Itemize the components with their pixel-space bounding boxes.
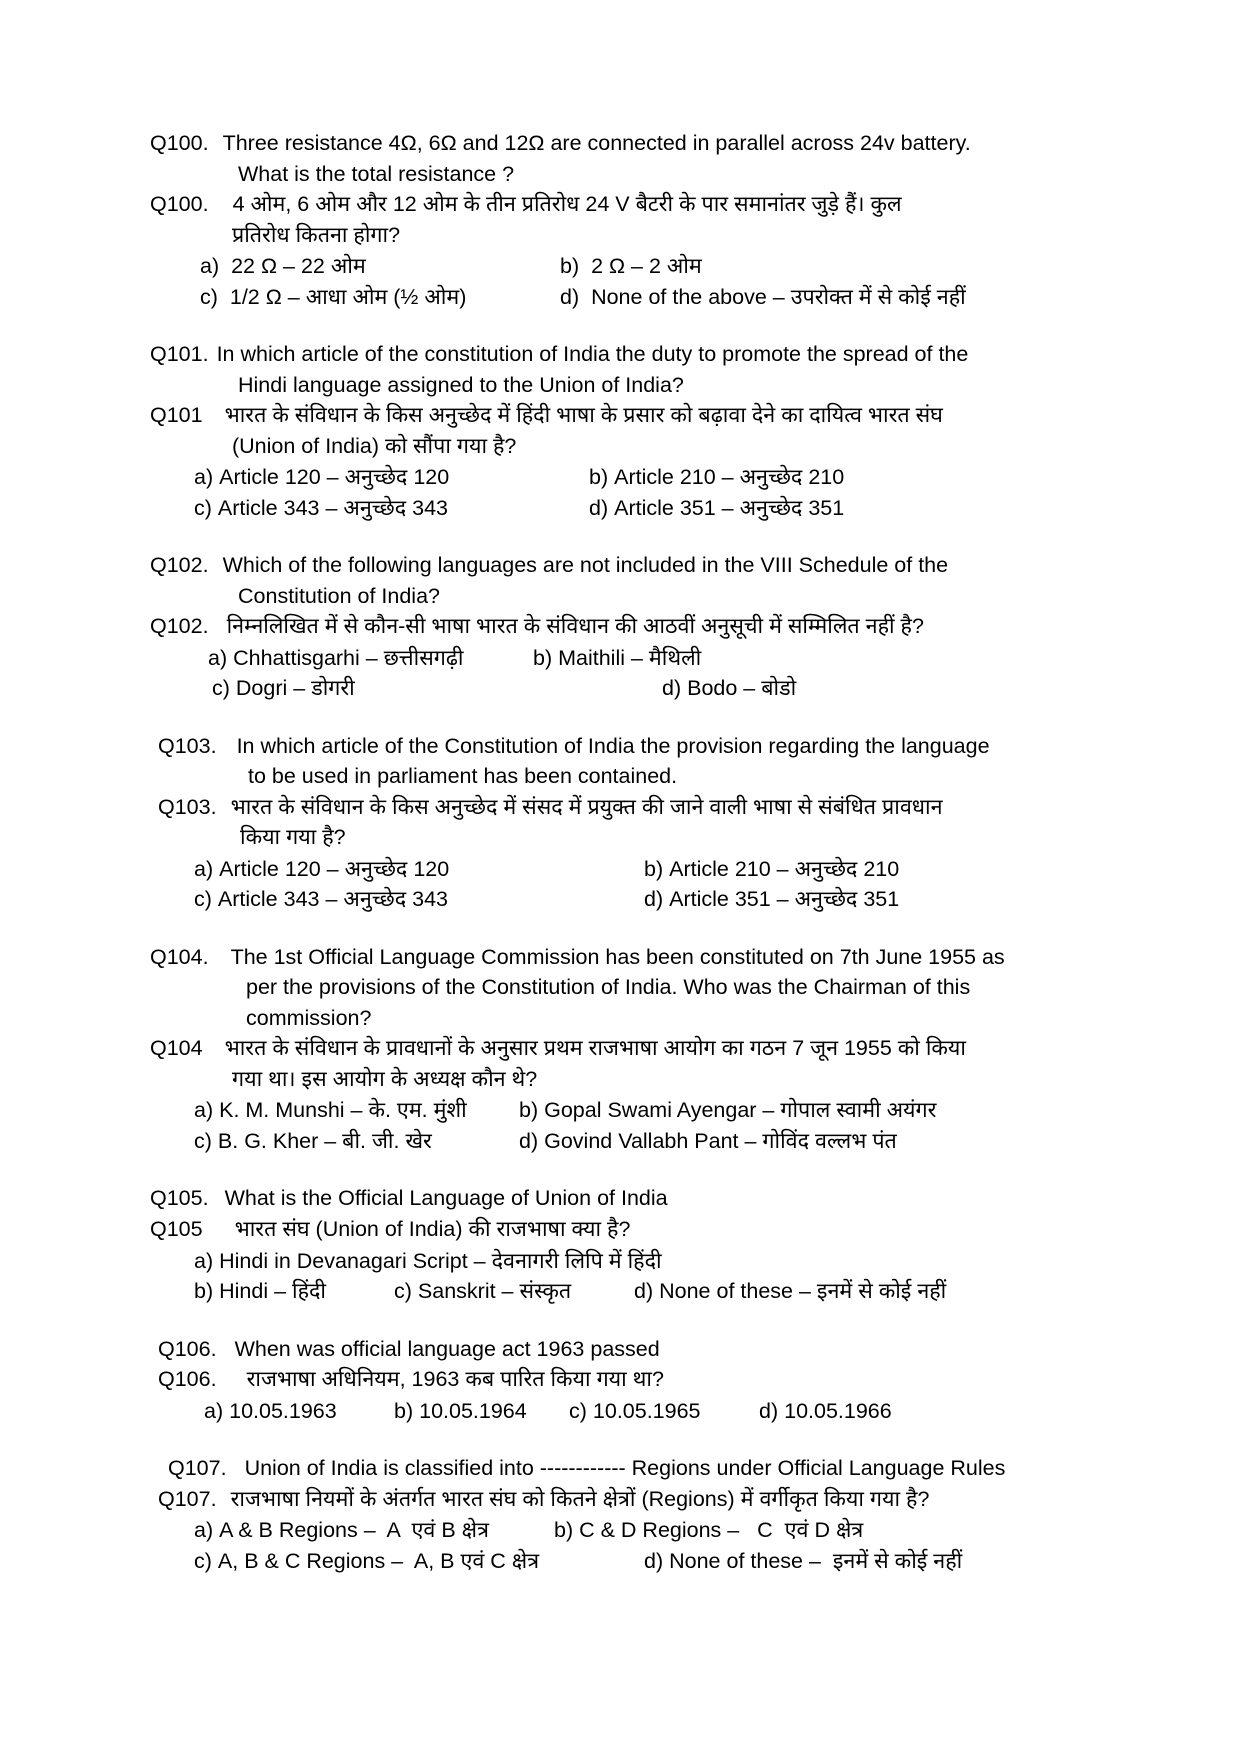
option-c[interactable] [394,1276,634,1307]
question-en-line [150,942,1092,973]
option-key: d) [589,495,609,520]
options-list [150,643,1092,704]
question-hi-line [150,400,1092,431]
option-row [150,884,1092,915]
option-b[interactable] [533,643,701,674]
question-en-line [150,128,1092,159]
option-b[interactable] [644,854,899,885]
option-text: Article 210 – अनुच्छेद 210 [614,465,845,490]
option-key: c) [212,676,230,701]
question-text-hi: भारत संघ (Union of India) की राजभाषा क्या है? [234,1216,631,1241]
option-key: a) [194,856,214,881]
option-text: 10.05.1963 [229,1398,337,1423]
question-block-q102 [150,550,1092,704]
question-hi-line [150,611,1092,642]
question-label-en: Q101. [150,342,209,367]
option-a[interactable] [150,1095,519,1126]
option-text: 10.05.1966 [784,1398,892,1423]
question-label-en: Q100. [150,131,209,155]
question-text-en: In which article of the constitution of India the duty to promote the spread of the [216,342,969,367]
option-key: a) [194,1518,214,1543]
option-text: None of these – इनमें से कोई नहीं [669,1548,963,1573]
option-text: Article 351 – अनुच्छेद 351 [669,887,900,912]
option-key: a) [194,1098,214,1123]
option-d[interactable] [560,282,966,313]
question-hi-continuation: (Union of India) को सौंपा गया है? [232,433,517,458]
option-row [150,282,1092,313]
question-text-en: Three resistance 4Ω, 6Ω and 12Ω are connected in parallel across 24v battery. [222,131,971,155]
option-text: 2 Ω – 2 ओम [591,254,702,279]
option-text: None of these – इनमें से कोई नहीं [659,1279,947,1304]
question-block-q101 [150,339,1092,523]
question-label-hi: Q105 [150,1216,203,1241]
question-en-continuation: per the provisions of the Constitution of India. Who was the Chairman of this [246,975,971,1000]
option-key: c) [194,887,212,912]
option-c[interactable] [150,282,560,313]
question-hi-line [150,1364,1092,1395]
question-text-en: In which article of the Constitution of India the provision regarding the language [236,733,990,758]
option-c[interactable] [150,493,589,524]
option-a[interactable] [150,643,533,674]
option-d[interactable] [759,1396,892,1427]
option-key: d) [634,1279,654,1304]
question-en-line [150,1334,1092,1365]
option-text: Article 120 – अनुच्छेद 120 [219,856,450,881]
option-text: 10.05.1964 [419,1398,527,1423]
question-block-q105 [150,1183,1092,1306]
option-text: Hindi – हिंदी [219,1279,326,1304]
option-key: b) [533,645,553,670]
option-text: Article 351 – अनुच्छेद 351 [614,495,845,520]
question-en-line [150,1183,1092,1214]
question-text-en: Union of India is classified into ------------ Regions under Official Language Rules [244,1456,1006,1481]
option-d[interactable] [634,1276,946,1307]
option-key: a) [208,645,228,670]
option-row [150,1126,1092,1157]
question-label-en: Q103. [158,733,217,758]
question-en-continuation: Constitution of India? [238,583,440,608]
option-a[interactable] [150,854,644,885]
option-b[interactable] [150,1276,394,1307]
option-text: B. G. Kher – बी. जी. खेर [217,1128,432,1153]
question-text-hi: राजभाषा नियमों के अंतर्गत भारत संघ को कितने क्षेत्रों (Regions) में वर्गीकृत किया गया है? [230,1486,930,1511]
question-hi-line [150,792,1092,823]
option-key: b) [589,465,609,490]
option-key: d) [519,1128,539,1153]
question-text-hi: निम्नलिखित में से कौन-सी भाषा भारत के संविधान की आठवीं अनुसूची में सम्मिलित नहीं है? [226,614,924,639]
option-row [150,1546,1092,1577]
question-label-hi: Q102. [150,614,209,639]
question-hi-line [150,1033,1092,1064]
option-c[interactable] [569,1396,759,1427]
question-label-hi: Q104 [150,1036,203,1061]
option-c[interactable] [150,884,644,915]
option-a[interactable] [150,1396,394,1427]
option-text: Dogri – डोगरी [235,676,355,701]
option-key: a) [200,254,220,279]
option-text: Hindi in Devanagari Script – देवनागरी लिपि में हिंदी [219,1248,662,1273]
question-text-en: The 1st Official Language Commission has been constituted on 7th June 1955 as [230,944,1005,969]
question-block-q103 [150,731,1092,915]
document-body [150,128,1092,1576]
options-list [150,462,1092,523]
question-block-q100 [150,128,1092,312]
option-key: c) [194,1128,212,1153]
option-row [150,854,1092,885]
option-a[interactable] [150,1246,662,1277]
option-key: d) [759,1398,779,1423]
question-text-hi: 4 ओम, 6 ओम और 12 ओम के तीन प्रतिरोध 24 V बैटरी के पार समानांतर जुड़े हैं। कुल [232,192,902,217]
option-row [150,1396,1092,1427]
option-text: 22 Ω – 22 ओम [231,254,366,279]
option-text: Gopal Swami Ayengar – गोपाल स्वामी अयंगर [544,1098,937,1123]
option-row [150,462,1092,493]
option-key: c) [394,1279,412,1304]
option-key: d) [644,887,664,912]
option-text: Maithili – मैथिली [558,645,702,670]
option-text: C & D Regions – C एवं D क्षेत्र [579,1518,864,1543]
option-text: Govind Vallabh Pant – गोविंद वल्लभ पंत [544,1128,897,1153]
option-key: b) [194,1279,214,1304]
question-en-line [150,1453,1092,1484]
option-text: A, B & C Regions – A, B एवं C क्षेत्र [217,1548,540,1573]
option-row [150,1276,1092,1307]
question-label-en: Q102. [150,553,209,578]
question-en-continuation: What is the total resistance ? [238,161,515,186]
options-list [150,1095,1092,1156]
option-row [150,643,1092,674]
option-key: d) [644,1548,664,1573]
question-block-q104 [150,942,1092,1157]
question-label-en: Q105. [150,1186,209,1211]
question-en-continuation: Hindi language assigned to the Union of India? [238,372,684,397]
question-hi-line [150,1214,1092,1245]
option-key: d) [560,284,580,309]
question-hi-line [150,189,1092,220]
option-d[interactable] [662,673,796,704]
question-hi-continuation: प्रतिरोध कितना होगा? [232,222,401,247]
option-b[interactable] [394,1396,569,1427]
option-key: c) [200,284,218,309]
question-text-en: When was official language act 1963 passed [234,1336,660,1361]
question-text-en: What is the Official Language of Union of India [224,1186,668,1211]
question-hi-continuation: गया था। इस आयोग के अध्यक्ष कौन थे? [232,1066,538,1091]
question-text-hi: भारत के संविधान के किस अनुच्छेद में संसद में प्रयुक्त की जाने वाली भाषा से संबंधित प्रावधान [230,794,943,819]
question-hi-line [150,1484,1092,1515]
option-c[interactable] [150,1126,519,1157]
option-text: Chhattisgarhi – छत्तीसगढ़ी [233,645,464,670]
option-key: b) [644,856,664,881]
question-label-hi: Q107. [158,1486,217,1511]
option-d[interactable] [644,1546,962,1577]
option-text: Sanskrit – संस्कृत [417,1279,572,1304]
option-key: c) [569,1398,587,1423]
option-key: a) [204,1398,224,1423]
option-key: b) [519,1098,539,1123]
question-en-continuation: commission? [246,1005,372,1030]
option-text: 10.05.1965 [592,1398,701,1423]
option-text: 1/2 Ω – आधा ओम (½ ओम) [229,284,467,309]
question-label-hi: Q100. [150,192,209,217]
option-key: c) [194,495,212,520]
question-en-line [150,731,1092,762]
question-text-hi: भारत के संविधान के किस अनुच्छेद में हिंदी भाषा के प्रसार को बढ़ावा देने का दायित्व भारत संघ [224,403,943,428]
option-text: Article 120 – अनुच्छेद 120 [219,465,450,490]
option-row [150,673,1092,704]
option-text: Article 210 – अनुच्छेद 210 [669,856,900,881]
option-row [150,1515,1092,1546]
option-row [150,251,1092,282]
option-d[interactable] [644,884,899,915]
option-b[interactable] [589,462,844,493]
question-text-hi: राजभाषा अधिनियम, 1963 कब पारित किया गया था? [246,1367,664,1392]
options-list [150,251,1092,312]
option-row [150,1246,1092,1277]
question-hi-continuation: किया गया है? [240,825,346,850]
option-text: None of the above – उपरोक्त में से कोई नहीं [591,284,966,309]
question-label-hi: Q101 [150,403,203,428]
question-label-hi: Q103. [158,794,217,819]
option-b[interactable] [554,1515,863,1546]
option-key: c) [194,1548,212,1573]
question-en-continuation: to be used in parliament has been contained. [248,764,678,789]
option-key: b) [560,254,580,279]
option-text: Article 343 – अनुच्छेद 343 [217,495,448,520]
option-text: K. M. Munshi – के. एम. मुंशी [219,1098,467,1123]
options-list [150,1246,1092,1307]
question-en-line [150,550,1092,581]
option-text: Bodo – बोडो [687,676,797,701]
question-label-en: Q104. [150,944,209,969]
question-block-q106 [150,1334,1092,1427]
question-text-hi: भारत के संविधान के प्रावधानों के अनुसार प्रथम राजभाषा आयोग का गठन 7 जून 1955 को किया [224,1036,966,1061]
option-row [150,1095,1092,1126]
option-a[interactable] [150,1515,554,1546]
option-row [150,493,1092,524]
question-label-hi: Q106. [158,1367,217,1392]
option-key: d) [662,676,682,701]
option-d[interactable] [589,493,844,524]
option-key: b) [394,1398,414,1423]
option-d[interactable] [519,1126,897,1157]
option-c[interactable] [150,1546,644,1577]
question-label-en: Q106. [158,1336,217,1361]
option-b[interactable] [560,251,702,282]
question-en-line [150,339,1092,370]
option-text: A & B Regions – A एवं B क्षेत्र [219,1518,489,1543]
options-list [150,854,1092,915]
option-b[interactable] [519,1095,936,1126]
option-key: a) [194,465,214,490]
question-block-q107 [150,1453,1092,1576]
options-list [150,1396,1092,1427]
option-a[interactable] [150,462,589,493]
option-c[interactable] [150,673,662,704]
option-a[interactable] [150,251,560,282]
option-text: Article 343 – अनुच्छेद 343 [217,887,448,912]
question-text-en: Which of the following languages are not included in the VIII Schedule of the [222,553,949,578]
question-label-en: Q107. [168,1456,227,1481]
option-key: b) [554,1518,574,1543]
option-key: a) [194,1248,214,1273]
options-list [150,1515,1092,1576]
